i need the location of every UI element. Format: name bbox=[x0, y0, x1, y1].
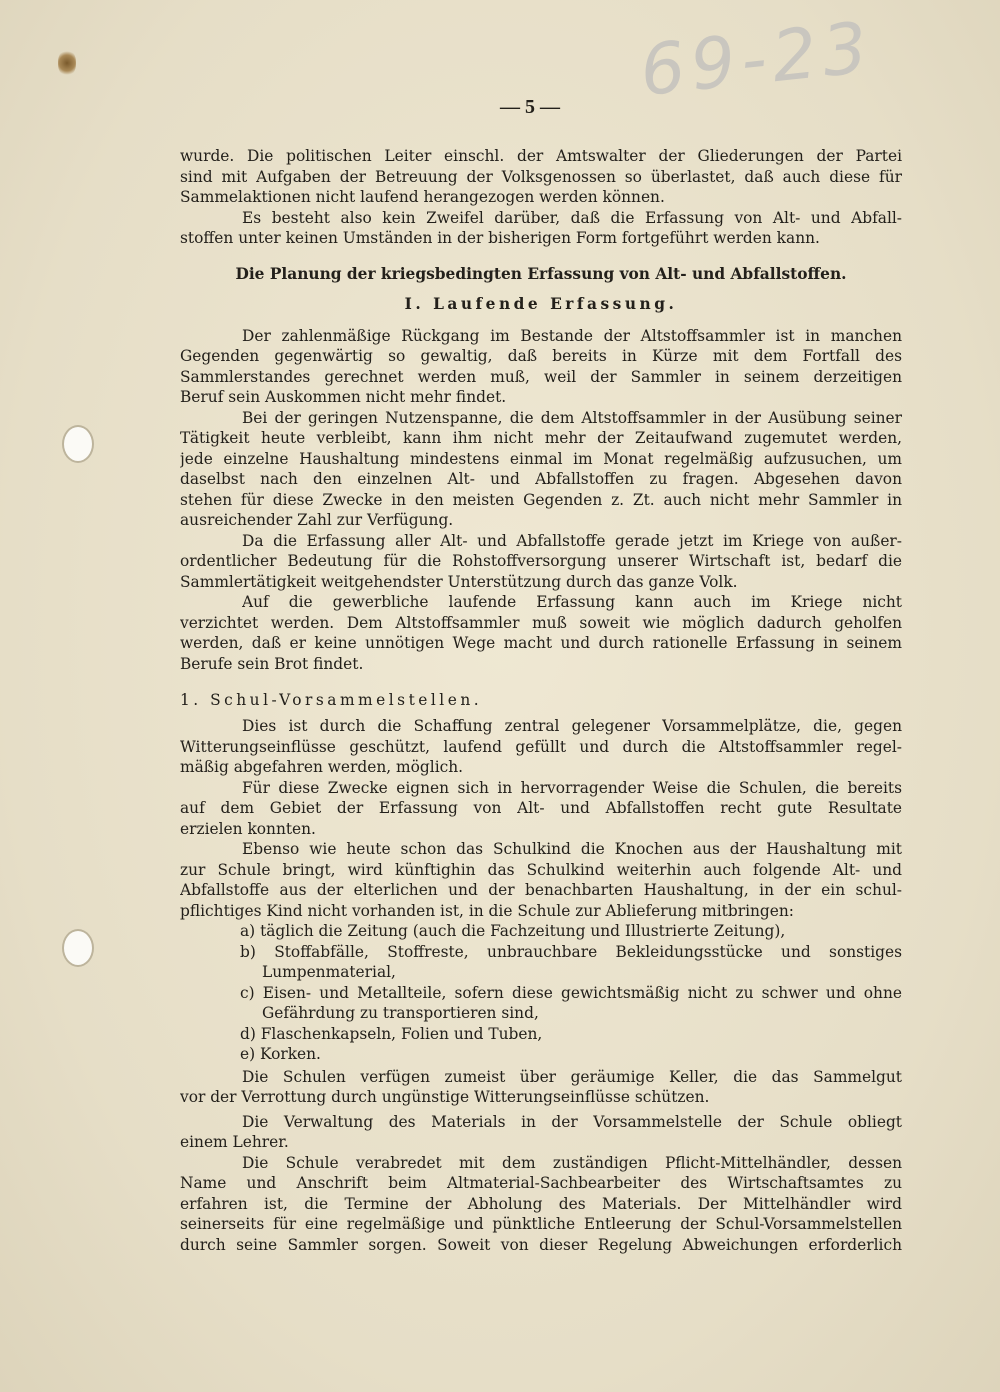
text-line: verzichtet werden. Dem Altstoffsammler muß soweit wie möglich dadurch geholfen bbox=[180, 614, 902, 632]
text-line: Abfallstoffe aus der elterlichen und der benachbarten Haushaltung, in der ein schul- bbox=[180, 881, 902, 899]
text-line: durch seine Sammler sorgen. Soweit von dieser Regelung Abweichungen erforderlich bbox=[180, 1236, 902, 1254]
text-line: Berufe sein Brot findet. bbox=[180, 655, 364, 673]
text-line: stehen für diese Zwecke in den meisten Gegenden z. Zt. auch nicht mehr Sammler in bbox=[180, 491, 902, 509]
text-line: ordentlicher Bedeutung für die Rohstoffversorgung unserer Wirtschaft ist, bedarf die bbox=[180, 552, 902, 570]
text-line: Name und Anschrift beim Altmaterial-Sachbearbeiter des Wirtschaftsamtes zu bbox=[180, 1174, 902, 1192]
text-line: daselbst nach den einzelnen Alt- und Abfallstoffen zu fragen. Abgesehen davon bbox=[180, 470, 902, 488]
text-line: Auf die gewerbliche laufende Erfassung kann auch im Kriege nicht bbox=[242, 593, 902, 611]
text-line: Sammlertätigkeit weitgehendster Unterstützung durch das ganze Volk. bbox=[180, 573, 738, 591]
text-line: Witterungseinflüsse geschützt, laufend gefüllt und durch die Altstoffsammler regel- bbox=[180, 738, 902, 756]
text-line: Beruf sein Auskommen nicht mehr findet. bbox=[180, 388, 507, 406]
text-line: vor der Verrottung durch ungünstige Witterungseinflüsse schützen. bbox=[180, 1088, 710, 1106]
archive-mark: 69-23 bbox=[636, 6, 878, 112]
list-item: e) Korken. bbox=[240, 1045, 321, 1063]
text-line: seinerseits für eine regelmäßige und pünktliche Entleerung der Schul-Vorsammelstellen bbox=[180, 1215, 902, 1233]
list-item-continuation: Gefährdung zu transportieren sind, bbox=[262, 1004, 539, 1022]
page-number: — 5 — bbox=[500, 96, 560, 118]
list-item: a) täglich die Zeitung (auch die Fachzeitung und Illustrierte Zeitung), bbox=[240, 922, 786, 940]
section-heading: Die Planung der kriegsbedingten Erfassung von Alt- und Abfallstoffen. bbox=[235, 265, 847, 283]
text-line: Bei der geringen Nutzenspanne, die dem Altstoffsammler in der Ausübung seiner bbox=[242, 409, 902, 427]
text-line: Für diese Zwecke eignen sich in hervorragender Weise die Schulen, die bereits bbox=[242, 779, 902, 797]
text-line: wurde. Die politischen Leiter einschl. der Amtswalter der Gliederungen der Partei bbox=[180, 147, 902, 165]
text-line: Da die Erfassung aller Alt- und Abfallstoffe gerade jetzt im Kriege von außer- bbox=[242, 532, 902, 550]
text-line: Tätigkeit heute verbleibt, kann ihm nicht mehr der Zeitaufwand zugemutet werden, bbox=[180, 429, 902, 447]
punch-hole-top bbox=[62, 425, 94, 463]
text-line: Es besteht also kein Zweifel darüber, daß die Erfassung von Alt- und Abfall- bbox=[242, 209, 902, 227]
numbered-heading: 1. Schul-Vorsammelstellen. bbox=[180, 691, 483, 709]
subsection-heading: I. Laufende Erfassung. bbox=[404, 295, 678, 313]
text-line: stoffen unter keinen Umständen in der bisherigen Form fortgeführt werden kann. bbox=[180, 229, 820, 247]
text-line: Gegenden gegenwärtig so gewaltig, daß bereits in Kürze mit dem Fortfall des bbox=[180, 347, 902, 365]
text-line: werden, daß er keine unnötigen Wege macht und durch rationelle Erfassung in seinem bbox=[180, 634, 902, 652]
text-line: sind mit Aufgaben der Betreuung der Volksgenossen so überlastet, daß auch diese für bbox=[180, 168, 902, 186]
list-item-continuation: Lumpenmaterial, bbox=[262, 963, 396, 981]
list-item: b) Stoffabfälle, Stoffreste, unbrauchbare Bekleidungsstücke und sonstiges bbox=[240, 943, 902, 961]
text-line: Der zahlenmäßige Rückgang im Bestande der Altstoffsammler ist in manchen bbox=[242, 327, 902, 345]
text-line: pflichtiges Kind nicht vorhanden ist, in die Schule zur Ablieferung mitbringen: bbox=[180, 902, 794, 920]
text-line: Die Schulen verfügen zumeist über geräumige Keller, die das Sammelgut bbox=[242, 1068, 902, 1086]
text-line: ausreichender Zahl zur Verfügung. bbox=[180, 511, 454, 529]
text-line: einem Lehrer. bbox=[180, 1133, 289, 1151]
list-item: d) Flaschenkapseln, Folien und Tuben, bbox=[240, 1025, 543, 1043]
text-line: Sammelaktionen nicht laufend herangezogen werden können. bbox=[180, 188, 665, 206]
text-line: erfahren ist, die Termine der Abholung des Materials. Der Mittelhändler wird bbox=[180, 1195, 902, 1213]
text-line: Die Verwaltung des Materials in der Vorsammelstelle der Schule obliegt bbox=[242, 1113, 902, 1131]
rust-stain bbox=[58, 50, 76, 76]
text-line: auf dem Gebiet der Erfassung von Alt- und Abfallstoffen recht gute Resultate bbox=[180, 799, 902, 817]
text-line: mäßig abgefahren werden, möglich. bbox=[180, 758, 464, 776]
list-item: c) Eisen- und Metallteile, sofern diese gewichtsmäßig nicht zu schwer und ohne bbox=[240, 984, 902, 1002]
text-line: Die Schule verabredet mit dem zuständigen Pflicht-Mittelhändler, dessen bbox=[242, 1154, 902, 1172]
text-line: Ebenso wie heute schon das Schulkind die Knochen aus der Haushaltung mit bbox=[242, 840, 902, 858]
text-line: Dies ist durch die Schaffung zentral gelegener Vorsammelplätze, die, gegen bbox=[242, 717, 902, 735]
text-line: erzielen konnten. bbox=[180, 820, 316, 838]
text-line: jede einzelne Haushaltung mindestens einmal im Monat regelmäßig aufzusuchen, um bbox=[180, 450, 902, 468]
text-line: Sammlerstandes gerechnet werden muß, weil der Sammler in seinem derzeitigen bbox=[180, 368, 902, 386]
text-line: zur Schule bringt, wird künftighin das Schulkind weiterhin auch folgende Alt- und bbox=[180, 861, 902, 879]
punch-hole-bottom bbox=[62, 929, 94, 967]
